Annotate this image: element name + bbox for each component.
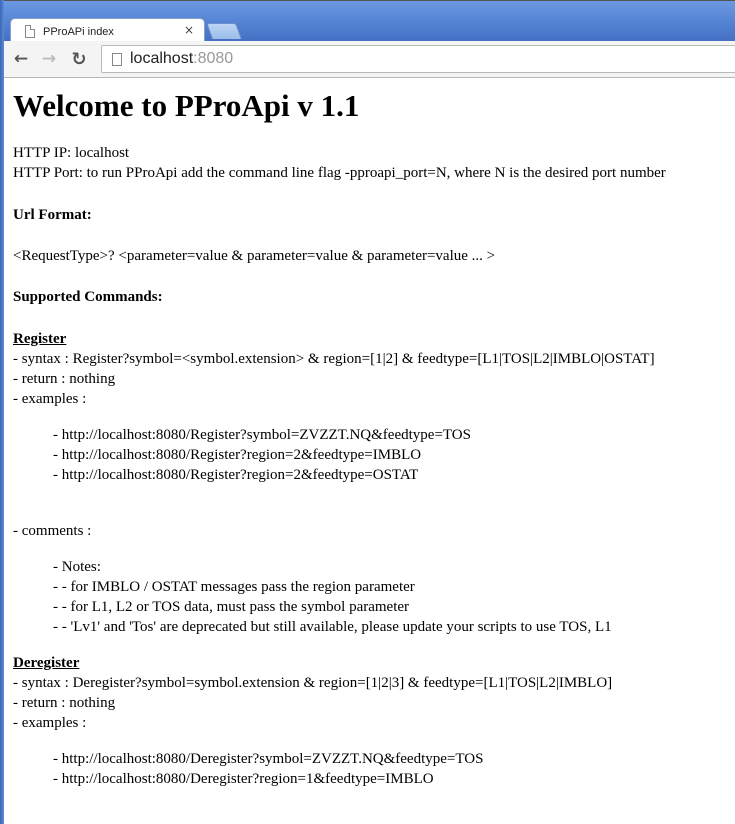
url-format-text: <RequestType>? <parameter=value & parameter=value & parameter=value ... > (13, 248, 496, 264)
deregister-examples-label: - examples : (13, 715, 87, 731)
url-host: localhost (130, 50, 194, 67)
deregister-example: - http://localhost:8080/Deregister?region=1&feedtype=IMBLO (53, 771, 434, 787)
deregister-example: - http://localhost:8080/Deregister?symbol=ZVZZT.NQ&feedtype=TOS (53, 751, 484, 767)
deregister-return: - return : nothing (13, 695, 116, 711)
deregister-heading: Deregister (13, 655, 80, 671)
browser-toolbar (4, 41, 735, 78)
reload-icon[interactable]: ↻ (71, 48, 87, 70)
register-note: - - for IMBLO / OSTAT messages pass the region parameter (53, 579, 415, 595)
address-bar[interactable] (101, 45, 735, 73)
page-icon (25, 25, 35, 38)
url-port: :8080 (193, 50, 234, 67)
back-arrow-icon[interactable]: ← (13, 49, 29, 69)
http-port-text: HTTP Port: to run PProApi add the command line flag -pproapi_port=N, where N is the desired port number (13, 165, 666, 181)
register-note: - - 'Lv1' and 'Tos' are deprecated but still available, please update your scripts to use TOS, L1 (53, 619, 612, 635)
register-note: - Notes: (53, 559, 101, 575)
register-example: - http://localhost:8080/Register?region=2&feedtype=IMBLO (53, 447, 422, 463)
register-return: - return : nothing (13, 371, 116, 387)
register-examples-label: - examples : (13, 391, 87, 407)
url-format-heading: Url Format: (13, 207, 92, 223)
browser-titlebar (0, 0, 735, 41)
page-content (4, 79, 735, 824)
register-example: - http://localhost:8080/Register?symbol=ZVZZT.NQ&feedtype=TOS (53, 427, 471, 443)
new-tab-button[interactable] (206, 23, 242, 39)
register-comments-label: - comments : (13, 523, 92, 539)
register-syntax: - syntax : Register?symbol=<symbol.extension> & region=[1|2] & feedtype=[L1|TOS|L2|IMBLO|OSTAT] (13, 351, 655, 367)
register-note: - - for L1, L2 or TOS data, must pass the symbol parameter (53, 599, 410, 615)
http-ip-text: HTTP IP: localhost (13, 145, 130, 161)
supported-commands-heading: Supported Commands: (13, 289, 163, 305)
register-example: - http://localhost:8080/Register?region=2&feedtype=OSTAT (53, 467, 419, 483)
register-heading: Register (13, 331, 67, 347)
forward-arrow-icon[interactable]: → (41, 49, 57, 69)
close-tab-icon[interactable]: × (183, 23, 194, 37)
page-icon (112, 53, 122, 66)
tab-title: PProAPi index (43, 25, 114, 38)
deregister-syntax: - syntax : Deregister?symbol=symbol.extension & region=[1|2|3] & feedtype=[L1|TOS|L2|IMBLO] (13, 675, 613, 691)
page-title: Welcome to PProApi v 1.1 (13, 88, 360, 123)
